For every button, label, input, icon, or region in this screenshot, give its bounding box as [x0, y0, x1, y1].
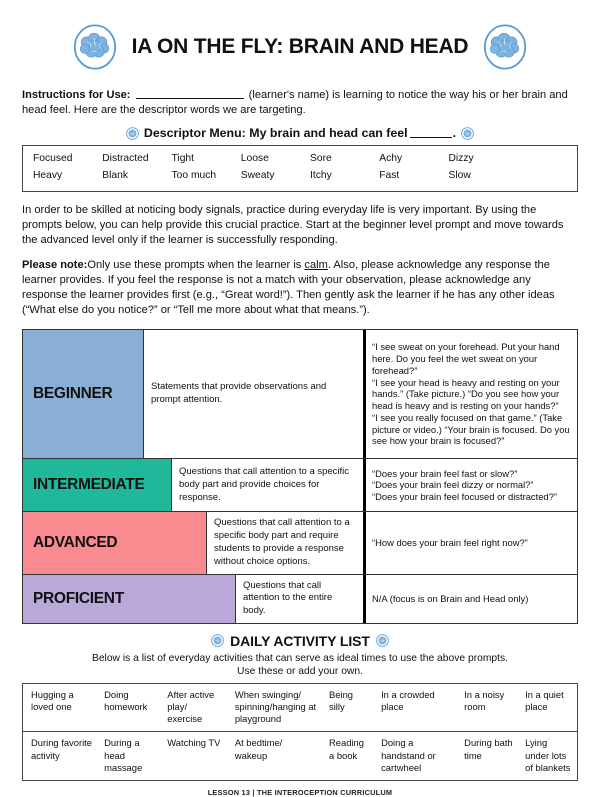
level-description-advanced: Questions that call attention to a specific body part and require students to provide a response without choice options. — [206, 512, 363, 573]
prompt-text: “I see sweat on your forehead. Put your hand here. Do you feel the wet sweat on your forehead?” — [372, 341, 560, 376]
descriptor-menu-heading — [22, 126, 578, 140]
level-row-intermediate — [23, 459, 577, 512]
note-paragraph — [22, 258, 578, 317]
activity-cell: Watching TV — [167, 737, 221, 749]
page-footer: LESSON 13 | THE INTEROCEPTION CURRICULUM — [207, 788, 393, 797]
level-label-beginner: BEGINNER — [23, 330, 143, 458]
activity-row — [23, 732, 577, 780]
page-title: IA ON THE FLY: BRAIN AND HEAD — [131, 35, 469, 58]
activity-cell: Hugging a loved one — [31, 688, 74, 712]
daily-activity-table — [22, 683, 578, 781]
daily-subtitle-line-1: Below is a list of everyday activities that can serve as ideal times to use the above prompts. — [91, 652, 509, 664]
level-label-advanced: ADVANCED — [23, 512, 206, 573]
level-prompts-advanced — [363, 512, 577, 573]
activity-cell: When swinging/ spinning/hanging at playground — [234, 688, 317, 725]
instructions-label: Instructions for Use: — [22, 89, 131, 101]
level-label-intermediate: INTERMEDIATE — [23, 459, 171, 511]
brain-icon — [72, 24, 118, 70]
prompt-text: “I see you really focused on that game.” (Take picture or video.) “Your brain is focused. Do you see how your brain is focused?” — [372, 411, 570, 447]
level-description-proficient: Questions that call attention to the entire body. — [235, 575, 363, 623]
descriptor-word: Dizzy — [448, 153, 474, 165]
activity-row — [23, 684, 577, 733]
instructions-text: (learner's name) is learning to notice the way his or her brain and head feel. Here are the descriptor words we are targeting. — [22, 89, 568, 116]
daily-activity-title: DAILY ACTIVITY LIST — [230, 632, 370, 649]
brain-icon — [461, 127, 474, 140]
descriptor-menu-table — [22, 145, 578, 192]
descriptor-spacer — [508, 153, 577, 166]
activity-cell: Doing a handstand or cartwheel — [381, 737, 436, 773]
brain-icon — [126, 127, 139, 140]
level-prompts-intermediate — [363, 459, 577, 511]
prompt-levels-table — [22, 329, 578, 624]
descriptor-word: Fast — [379, 170, 400, 182]
descriptor-word: Sweaty — [240, 170, 275, 182]
note-text-part1: Only use these prompts when the learner is — [87, 259, 305, 272]
descriptor-row — [23, 168, 577, 185]
descriptor-word: Heavy — [33, 170, 63, 182]
prompt-text: “Does your brain feel focused or distracted?” — [372, 491, 557, 503]
activity-cell: Being silly — [329, 688, 353, 712]
activity-cell: Lying under lots of blankets — [525, 737, 571, 773]
descriptor-word: Blank — [102, 170, 129, 182]
page-header — [22, 0, 578, 78]
activity-cell: After active play/ exercise — [167, 688, 215, 725]
descriptor-word: Sore — [310, 153, 332, 165]
daily-subtitle-line-2: Use these or add your own. — [237, 666, 363, 678]
prompt-text: N/A (focus is on Brain and Head only) — [372, 592, 529, 604]
descriptor-menu-title — [144, 126, 456, 140]
descriptor-word: Achy — [379, 153, 403, 165]
activity-cell: During favorite activity — [31, 737, 92, 761]
level-row-proficient — [23, 575, 577, 623]
activity-cell: In a noisy room — [464, 688, 505, 712]
prompt-text: “Does your brain feel dizzy or normal?” — [372, 479, 534, 491]
descriptor-menu-title-text: Descriptor Menu: My brain and head can feel — [143, 126, 408, 141]
level-row-beginner — [23, 330, 577, 459]
descriptor-menu-title-suffix: . — [452, 126, 457, 141]
daily-activity-subtitle — [22, 652, 578, 679]
intro-paragraph: In order to be skilled at noticing body signals, practice during everyday life is very important. By using the prompts below, you can help provide this crucial practice. Start at the beginner level prompt and move towards the advanced level only if the learner is successfully responding. — [22, 204, 564, 246]
prompt-text: “Does your brain feel fast or slow?” — [372, 467, 518, 479]
level-row-advanced — [23, 512, 577, 574]
descriptor-word: Slow — [448, 170, 471, 182]
descriptor-word: Itchy — [310, 170, 332, 182]
descriptor-spacer — [508, 170, 577, 183]
level-description-intermediate: Questions that call attention to a specific body part and provide choices for response. — [171, 459, 363, 511]
activity-cell: Doing homework — [104, 688, 148, 712]
activity-cell: During a head massage — [104, 737, 143, 773]
level-description-beginner: Statements that provide observations and prompt attention. — [143, 330, 363, 458]
descriptor-blank[interactable] — [410, 128, 452, 138]
activity-cell: At bedtime/ wakeup — [234, 737, 283, 761]
descriptor-word: Loose — [240, 153, 269, 165]
prompt-text: “How does your brain feel right now?” — [372, 537, 528, 548]
descriptor-row — [23, 151, 577, 168]
activity-cell: During bath time — [464, 737, 513, 761]
descriptor-word: Focused — [33, 153, 73, 165]
brain-icon — [482, 24, 528, 70]
learner-name-blank[interactable] — [136, 88, 244, 99]
descriptor-word: Distracted — [102, 153, 149, 165]
prompt-text: “I see your head is heavy and resting on your hands.” (Take picture.) “Do you see how your head is heavy and is resting on your hands?” — [372, 376, 560, 412]
brain-icon — [376, 634, 389, 647]
descriptor-word: Too much — [171, 170, 217, 182]
daily-activity-heading — [22, 633, 578, 649]
note-underlined-word: calm — [304, 259, 328, 272]
instructions-paragraph — [22, 88, 578, 117]
note-label: Please note: — [22, 259, 88, 272]
activity-cell: In a quiet place — [525, 688, 564, 712]
brain-icon — [211, 634, 224, 647]
descriptor-word: Tight — [171, 153, 195, 165]
activity-cell: Reading a book — [329, 737, 364, 761]
level-prompts-beginner — [363, 330, 577, 458]
level-label-proficient: PROFICIENT — [23, 575, 235, 623]
activity-cell: In a crowded place — [381, 688, 435, 712]
level-prompts-proficient — [363, 575, 577, 623]
note-text-part2: . Also, please acknowledge any response the learner provides. If you feel the response is not a match with your observation, please acknowledge any response the learner provides first (e.g., “Great word!”). Then gently ask the learner if he has any other ideas (“What else do you notice?” or “Tell me more about what that means.”). — [22, 259, 555, 316]
